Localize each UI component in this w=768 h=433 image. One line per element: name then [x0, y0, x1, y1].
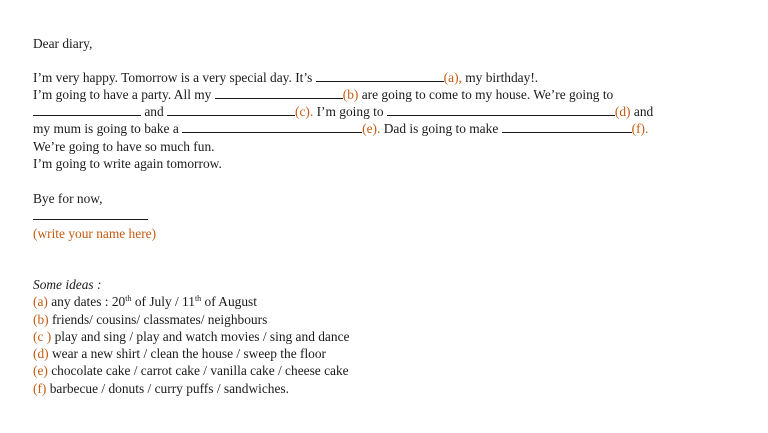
- text: my mum is going to bake a: [33, 121, 183, 136]
- letter-line-3: [33, 104, 653, 120]
- text: of July / 11: [131, 294, 195, 309]
- idea-e: [33, 363, 349, 379]
- letter-line-1: [33, 70, 538, 86]
- ideas-heading: Some ideas :: [33, 277, 102, 292]
- text: I’m going to: [313, 104, 387, 119]
- signature-line[interactable]: [33, 208, 148, 224]
- idea-marker-a: (a): [33, 294, 48, 309]
- text: chocolate cake / carrot cake / vanilla cake / cheese cake: [47, 363, 349, 378]
- idea-a: [33, 294, 257, 310]
- text: Dad is going to make: [380, 121, 502, 136]
- text: are going to come to my house. We’re going to: [358, 87, 614, 102]
- marker-d: (d): [614, 104, 631, 119]
- marker-c: (c).: [295, 104, 314, 119]
- blank-d[interactable]: [387, 104, 615, 116]
- closing: Bye for now,: [33, 191, 103, 206]
- idea-marker-c: (c ): [33, 329, 52, 344]
- idea-d: [33, 346, 326, 362]
- idea-marker-f: (f): [33, 381, 47, 396]
- text: and: [630, 104, 654, 119]
- blank-f[interactable]: [502, 121, 632, 133]
- marker-e: (e).: [362, 121, 381, 136]
- idea-marker-b: (b): [33, 312, 49, 327]
- text: friends/ cousins/ classmates/ neighbours: [48, 312, 268, 327]
- letter-line-5: We’re going to have so much fun.: [33, 139, 215, 154]
- text: I’m going to have a party. All my: [33, 87, 215, 102]
- text: I’m very happy. Tomorrow is a very special day. It’s: [33, 70, 316, 85]
- blank-c2[interactable]: [167, 104, 295, 116]
- name-hint: (write your name here): [33, 226, 157, 241]
- letter-line-4: [33, 121, 648, 137]
- letter-line-6: I’m going to write again tomorrow.: [33, 156, 222, 171]
- blank-a[interactable]: [316, 70, 444, 82]
- superscript: th: [125, 294, 132, 303]
- idea-b: [33, 312, 267, 328]
- text: of August: [201, 294, 257, 309]
- text: and: [141, 104, 168, 119]
- text: barbecue / donuts / curry puffs / sandwiches.: [46, 381, 289, 396]
- greeting: Dear diary,: [33, 36, 93, 51]
- idea-c: [33, 329, 349, 345]
- marker-f: (f).: [631, 121, 649, 136]
- blank-b[interactable]: [215, 87, 343, 99]
- text: wear a new shirt / clean the house / sweep the floor: [48, 346, 327, 361]
- letter-line-2: [33, 87, 613, 103]
- blank-e[interactable]: [182, 121, 362, 133]
- marker-b: (b): [342, 87, 359, 102]
- marker-a: (a),: [443, 70, 462, 85]
- text: my birthday!.: [461, 70, 539, 85]
- blank-c1[interactable]: [33, 104, 141, 116]
- blank-name[interactable]: [33, 208, 148, 220]
- idea-marker-d: (d): [33, 346, 49, 361]
- text: play and sing / play and watch movies / sing and dance: [51, 329, 350, 344]
- text: any dates : 20: [47, 294, 126, 309]
- idea-f: [33, 381, 289, 397]
- superscript: th: [194, 294, 202, 303]
- idea-marker-e: (e): [33, 363, 48, 378]
